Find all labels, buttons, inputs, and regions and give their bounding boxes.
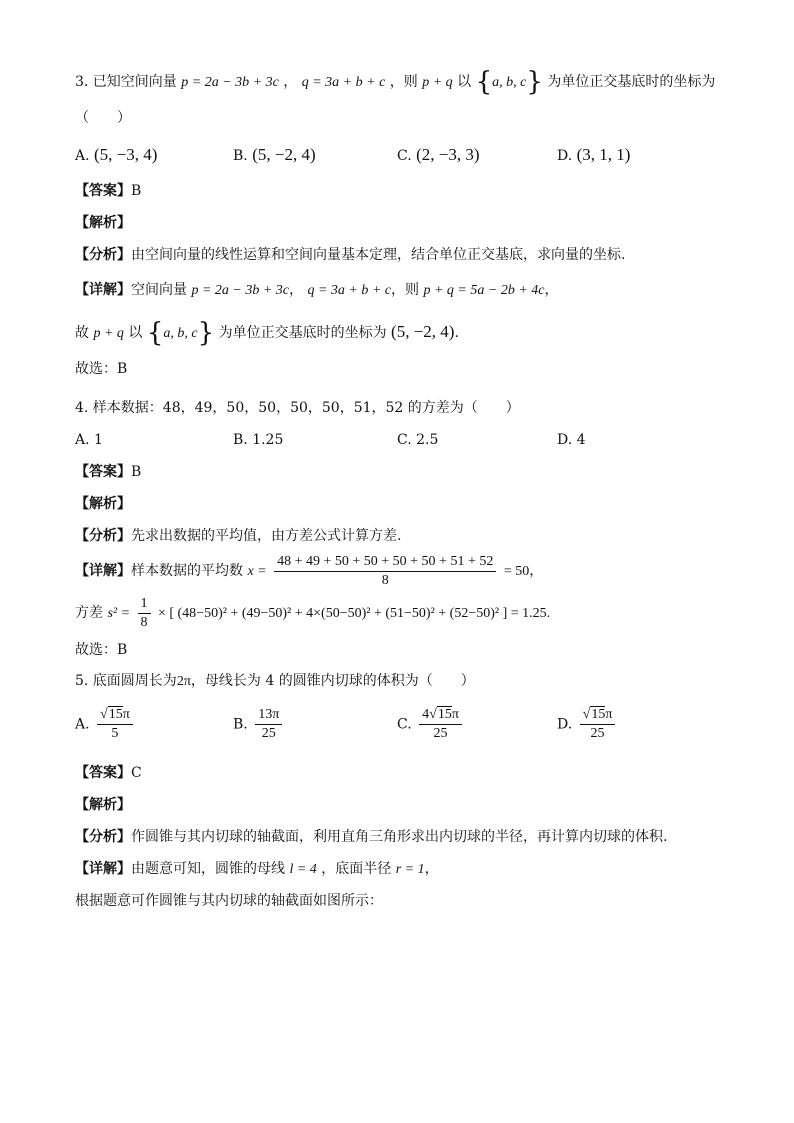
q3-stem-text-b: ，则 (389, 74, 418, 90)
q4-stem: 4. 样本数据：48，49，50，50，50，50，51，52 的方差为（ ） (75, 400, 520, 416)
q5-answer: 【答案】C (75, 765, 142, 781)
q3-stem: 3. 已知空间向量 p = 2a − 3b + 3c ， q = 3a + b + c ，则 p + q 以 {a, b, c} 为单位正交基底时的坐标为 (75, 67, 716, 97)
q4-fenxi: 【分析】先求出数据的平均值，由方差公式计算方差. (75, 528, 402, 544)
q5-option-d: D. $\frac{√15\pi}{25}$ (557, 706, 618, 743)
q4-var-fraction: $\frac{1}{8}$ (138, 595, 151, 632)
q3-p-definition: p = 2a − 3b + 3c (181, 75, 279, 90)
q3-choose: 故选：B (75, 361, 128, 377)
q5-stem: 5. 底面圆周长为2π，母线长为 4 的圆锥内切球的体积为（ ） (75, 673, 475, 689)
q3-paren: （ ） (75, 110, 131, 126)
q3-answer: 【答案】B (75, 183, 142, 199)
q3-option-b: B. (5, −2, 4) (233, 145, 316, 164)
q4-variance-line: 方差 s² = $\frac{1}{8}$ × [ (48−50)² + (49−50)² + 4×(50−50)² + (51−50)² + (52−50)² ] = 1.25. (75, 595, 551, 630)
q5-option-b: B. $\frac{13\pi}{25}$ (233, 706, 285, 743)
q3-stem-text: 3. 已知空间向量 (75, 74, 177, 90)
q3-basis: a, b, c (492, 75, 527, 90)
q3-p-plus-q: p + q (422, 75, 453, 90)
q3-xiangjie: 【详解】空间向量 p = 2a − 3b + 3c， q = 3a + b + c，则 p + q = 5a − 2b + 4c， (75, 282, 559, 298)
q3-option-c: C. (2, −3, 3) (397, 145, 480, 164)
q5-option-a: A. $\frac{√15\pi}{5}$ (75, 706, 136, 743)
q4-option-d: D. 4 (557, 432, 586, 448)
q5-fenxi: 【分析】作圆锥与其内切球的轴截面，利用直角三角形求出内切球的半径，再计算内切球的体积. (75, 829, 668, 845)
q3-q-definition: q = 3a + b + c (301, 75, 386, 90)
q5-radius-eq: r = 1 (395, 862, 425, 877)
q4-option-a: A. 1 (75, 432, 103, 448)
q4-option-c: C. 2.5 (397, 432, 439, 448)
q3-stem-text-d: 为单位正交基底时的坐标为 (547, 74, 716, 90)
q4-mean-fraction: $\frac{48 + 49 + 50 + 50 + 50 + 50 + 51 + 52}{8}$ (274, 553, 496, 590)
q3-pq-sum: p + q = 5a − 2b + 4c (423, 283, 545, 298)
q4-option-b: B. 1.25 (233, 432, 284, 448)
q5-slant-eq: l = 4 (289, 862, 317, 877)
q3-option-d: D. (3, 1, 1) (557, 145, 631, 164)
q4-answer: 【答案】B (75, 464, 142, 480)
q4-mean-line: 【详解】样本数据的平均数 x = $\frac{48 + 49 + 50 + 50 + 50 + 50 + 51 + 52}{8}$ = 50， (75, 553, 544, 588)
q4-jiexi: 【解析】 (75, 496, 131, 512)
q3-jiexi: 【解析】 (75, 215, 131, 231)
q3-fenxi: 【分析】由空间向量的线性运算和空间向量基本定理，结合单位正交基底，求向量的坐标. (75, 247, 626, 263)
q5-last-line: 根据题意可作圆锥与其内切球的轴截面如图所示： (75, 893, 383, 909)
q3-option-a: A. (5, −3, 4) (75, 145, 158, 164)
q3-stem-text-c: 以 (457, 74, 472, 90)
q5-option-c: C. $\frac{4√15\pi}{25}$ (397, 706, 465, 743)
q4-var-lhs: s² = (107, 606, 131, 621)
q4-choose: 故选：B (75, 642, 128, 658)
q5-jiexi: 【解析】 (75, 797, 131, 813)
q4-var-body: × [ (48−50)² + (49−50)² + 4×(50−50)² + (51−50)² + (52−50)² ] = 1.25. (157, 606, 551, 621)
q3-xiangjie-line2: 故 p + q 以 {a, b, c} 为单位正交基底时的坐标为 (5, −2, 4). (75, 318, 459, 348)
q5-xiangjie: 【详解】由题意可知，圆锥的母线 l = 4 ，底面半径 r = 1， (75, 861, 439, 877)
q4-mean-lhs: x = (247, 564, 267, 579)
q3-coord: (5, −2, 4) (391, 322, 455, 341)
